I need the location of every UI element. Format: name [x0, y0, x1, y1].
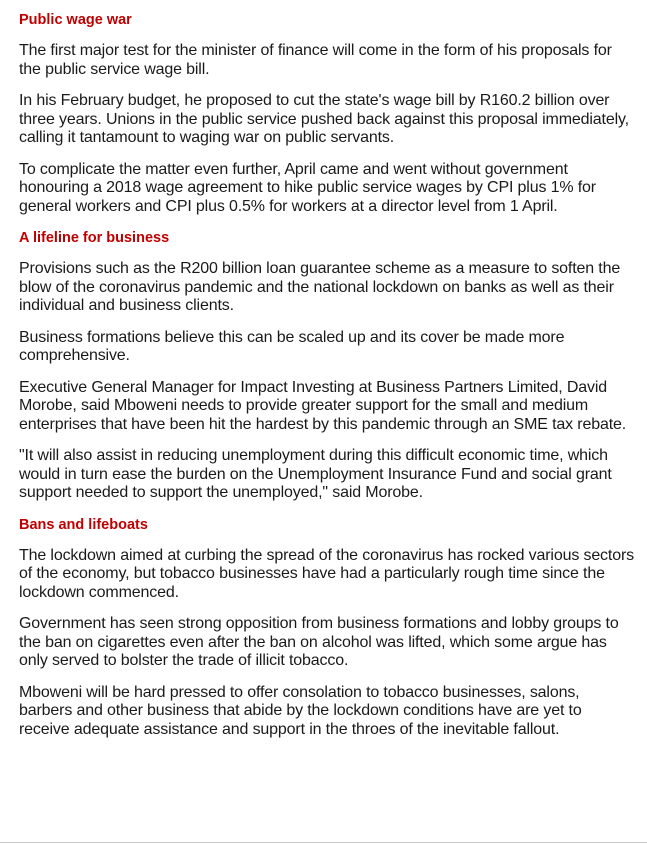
paragraph: Executive General Manager for Impact Investing at Business Partners Limited, David Morobe, said Mboweni needs to provide greater support for the small and medium enterprises that have been hit the hardest by this pandemic through an SME tax rebate. — [19, 378, 627, 433]
bottom-divider — [0, 842, 647, 843]
section-heading: Public wage war — [19, 12, 132, 28]
paragraph: Government has seen strong opposition from business formations and lobby groups to the ban on cigarettes even after the ban on alcohol was lifted, which some argue has only served to bolster the trade of illicit tobacco. — [19, 615, 619, 669]
paragraph: In his February budget, he proposed to cut the state's wage bill by R160.2 billion over three years. Unions in the public service pushed back against this proposal immediately, calling it tantamount to waging war on public servants. — [19, 92, 629, 146]
section-heading: Bans and lifeboats — [19, 516, 148, 533]
paragraph: Business formations believe this can be scaled up and its cover be made more comprehensive. — [19, 328, 565, 364]
paragraph: "It will also assist in reducing unemployment during this difficult economic time, which would in turn ease the burden on the Unemployment Insurance Fund and social grant support needed to support the unemployed," said Morobe. — [19, 447, 612, 501]
section-bans-and-lifeboats — [19, 516, 634, 740]
paragraph: To complicate the matter even further, April came and went without government honouring a 2018 wage agreement to hike public service wages by CPI plus 1% for general workers and CPI plus 0.5% for workers at a director level from 1 April. — [19, 160, 596, 215]
section-heading: A lifeline for business — [19, 230, 170, 246]
paragraph: Provisions such as the R200 billion loan guarantee scheme as a measure to soften the blow of the coronavirus pandemic and the national lockdown on banks as well as their individual and business clients. — [19, 260, 621, 314]
section-public-wage-war — [19, 11, 634, 216]
paragraph: The first major test for the minister of finance will come in the form of his proposals for the public service wage bill. — [19, 42, 612, 78]
article-body — [19, 11, 634, 752]
paragraph: Mboweni will be hard pressed to offer consolation to tobacco businesses, salons, barbers and other business that abide by the lockdown conditions have are yet to receive adequate assistance and support in the throes of the inevitable fallout. — [19, 683, 582, 738]
section-lifeline-for-business — [19, 229, 634, 503]
paragraph: The lockdown aimed at curbing the spread of the coronavirus has rocked various sectors of the economy, but tobacco businesses have had a particularly rough time since the lockdown commenced. — [19, 546, 634, 601]
